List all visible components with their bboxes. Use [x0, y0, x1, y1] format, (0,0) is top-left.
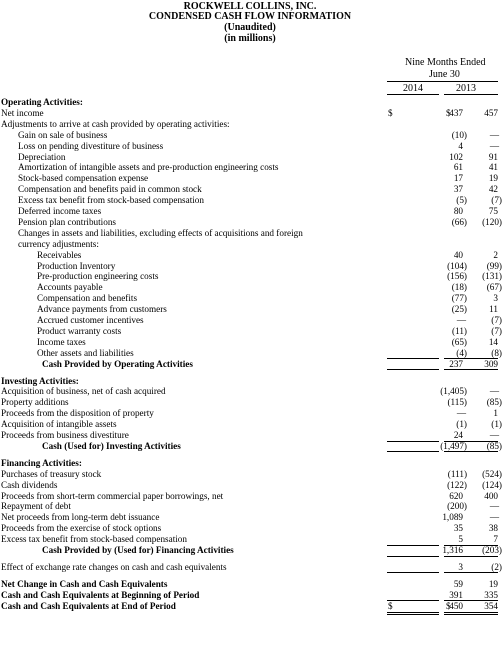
table-row: [0, 441, 500, 452]
row-label: Cash (Used for) Investing Activities: [42, 440, 181, 451]
value-2014: (10): [451, 129, 467, 140]
value-2014: (1,497): [440, 440, 467, 451]
row-label: Effect of exchange rate changes on cash and cash equivalents: [1, 561, 227, 572]
row-label: Deferred income taxes: [18, 206, 102, 216]
value-2014: 37: [453, 184, 463, 195]
table-row: [0, 359, 500, 370]
row-label: Depreciation: [18, 151, 66, 162]
subtotal-line: [387, 369, 439, 370]
subtotal-line: [387, 572, 439, 573]
value-2013: (1): [491, 419, 502, 430]
value-2013: 309: [484, 358, 498, 369]
row-label: Cash Provided by (Used for) Financing Activities: [42, 545, 234, 555]
row-label: Repayment of debt: [1, 501, 71, 512]
row-label: Cash dividends: [1, 479, 58, 490]
value-2014: —: [456, 315, 466, 325]
value-2014: (115): [447, 397, 467, 408]
table-row: [0, 562, 500, 573]
company-name: ROCKWELL COLLINS, INC.: [183, 1, 317, 12]
value-2013: (7): [491, 325, 502, 336]
value-2013: —: [489, 140, 499, 151]
row-label: Other assets and liabilities: [37, 347, 134, 358]
table-row: [0, 206, 500, 217]
value-2013: —: [489, 129, 499, 140]
row-label: Loss on pending divestiture of business: [18, 140, 164, 151]
table-row: [0, 282, 500, 293]
row-label: Purchases of treasury stock: [1, 468, 102, 479]
table-row: [0, 501, 500, 512]
value-2014: (1,405): [440, 386, 467, 397]
value-2013: —: [489, 386, 499, 397]
table-row: [0, 386, 500, 397]
value-2014: 4: [458, 140, 463, 151]
value-2013: (8): [491, 347, 502, 358]
dollar-sign: $: [446, 107, 451, 118]
value-2014: 40: [453, 249, 463, 260]
table-row: [0, 130, 500, 141]
value-2014: (5): [456, 195, 467, 206]
value-2014: 24: [453, 430, 463, 440]
table-row: [0, 326, 500, 337]
period-underline: [387, 81, 498, 82]
row-label: Pension plan contributions: [18, 216, 116, 227]
value-2013: 2: [493, 249, 498, 260]
value-2014: (25): [451, 304, 467, 315]
value-2013: 335: [484, 589, 498, 600]
table-row: [0, 419, 500, 430]
row-label: Proceeds from short-term commercial paper borrowings, net: [1, 490, 224, 501]
table-row: [0, 152, 500, 163]
table-row: [0, 376, 500, 387]
row-label: Adjustments to arrive at cash provided by operating activities:: [1, 118, 230, 129]
row-label: Stock-based compensation expense: [18, 173, 149, 184]
value-2014: 35: [453, 523, 463, 534]
table-row: [0, 162, 500, 173]
table-row: [0, 601, 500, 612]
value-2013: 1: [493, 408, 498, 419]
row-label: Compensation and benefits paid in common stock: [18, 184, 202, 195]
value-2014: 237: [449, 358, 463, 369]
value-2014: (200): [447, 501, 467, 512]
table-row: [0, 408, 500, 419]
subtotal-line: [387, 556, 439, 557]
value-2013: 457: [484, 107, 498, 118]
value-2013: 42: [488, 184, 498, 195]
value-2014: (4): [456, 347, 467, 358]
row-label: Changes in assets and liabilities, excluding effects of acquisitions and foreign: [18, 227, 303, 238]
row-label: Advance payments from customers: [37, 304, 167, 315]
row-label: Proceeds from the disposition of property: [1, 408, 154, 419]
year-2013-underline: [444, 94, 498, 95]
table-row: [0, 119, 500, 130]
value-2013: —: [489, 512, 499, 523]
double-underline: [444, 612, 498, 615]
value-2014: (11): [452, 325, 467, 336]
row-label: Excess tax benefit from stock-based compensation: [18, 195, 204, 206]
table-row: [0, 250, 500, 261]
value-2014: 1,316: [442, 545, 463, 555]
value-2013: 19: [488, 173, 498, 184]
value-2013: (67): [486, 282, 502, 293]
value-2013: (203): [482, 545, 502, 555]
table-row: [0, 534, 500, 545]
row-label: Net income: [1, 107, 44, 118]
table-row: [0, 217, 500, 228]
subtotal-line: [444, 369, 498, 370]
table-row: [0, 261, 500, 272]
table-row: [0, 195, 500, 206]
value-2013: (124): [482, 479, 502, 490]
value-2014: —: [456, 408, 466, 419]
row-label: Net proceeds from long-term debt issuance: [1, 512, 160, 523]
value-2014: 3: [458, 561, 463, 572]
row-label: Product warranty costs: [37, 325, 122, 336]
row-label: Accrued customer incentives: [37, 315, 144, 325]
value-2013: 7: [493, 534, 498, 545]
row-label: Cash and Cash Equivalents at End of Period: [1, 600, 176, 611]
value-2013: —: [489, 501, 499, 512]
row-label: Cash and Cash Equivalents at Beginning of Period: [1, 589, 200, 600]
table-row: [0, 97, 500, 108]
value-2014: (122): [447, 479, 467, 490]
value-2014: 450: [449, 600, 463, 611]
dollar-sign: $: [388, 107, 393, 118]
table-row: [0, 397, 500, 408]
statement-title: CONDENSED CASH FLOW INFORMATION: [148, 11, 352, 22]
table-row: [0, 348, 500, 359]
row-label: Income taxes: [37, 336, 86, 347]
value-2013: 75: [488, 206, 498, 216]
subtotal-line: [444, 451, 498, 452]
value-2014: (66): [451, 216, 467, 227]
table-row: [0, 480, 500, 491]
subtotal-line: [387, 451, 439, 452]
table-row: [0, 491, 500, 502]
row-label: Investing Activities:: [1, 375, 79, 386]
table-row: [0, 228, 500, 239]
row-label: Cash Provided by Operating Activities: [42, 358, 193, 369]
row-label: Amortization of intangible assets and pre-production engineering costs: [18, 162, 279, 173]
row-label: Receivables: [37, 249, 82, 260]
double-underline: [387, 612, 439, 615]
value-2013: (85): [486, 397, 502, 408]
dollar-sign: $: [446, 600, 451, 611]
table-row: [0, 304, 500, 315]
table-row: [0, 469, 500, 480]
dollar-sign: $: [388, 600, 393, 611]
value-2013: 354: [484, 600, 498, 611]
table-row: [0, 512, 500, 523]
value-2014: (104): [447, 260, 467, 271]
row-label: Excess tax benefit from stock-based compensation: [1, 534, 187, 545]
table-row: [0, 579, 500, 590]
value-2013: —: [489, 430, 499, 440]
value-2014: 391: [449, 589, 463, 600]
value-2013: (2): [491, 561, 502, 572]
value-2013: (99): [486, 260, 502, 271]
row-label: Property additions: [1, 397, 69, 408]
value-2013: (7): [491, 195, 502, 206]
value-2014: 437: [449, 107, 463, 118]
value-2013: 91: [488, 151, 498, 162]
row-label: Proceeds from business divestiture: [1, 430, 129, 440]
table-row: [0, 271, 500, 282]
value-2014: 80: [453, 206, 463, 216]
value-2014: 5: [458, 534, 463, 545]
value-2013: 19: [488, 578, 498, 589]
value-2014: (156): [447, 271, 467, 282]
row-label: Financing Activities:: [1, 457, 82, 468]
value-2013: (524): [482, 468, 502, 479]
year-2014-header: 2014: [403, 83, 423, 94]
subtotal-line: [444, 572, 498, 573]
unaudited-note: (Unaudited): [224, 22, 276, 33]
row-label: Pre-production engineering costs: [37, 271, 159, 282]
value-2014: 61: [453, 162, 463, 173]
value-2014: (65): [451, 336, 467, 347]
value-2014: (1): [456, 419, 467, 430]
year-2013-header: 2013: [456, 83, 476, 94]
period-end-header: June 30: [429, 69, 460, 80]
row-label: Compensation and benefits: [37, 293, 138, 304]
value-2014: 17: [453, 173, 463, 184]
table-row: [0, 458, 500, 469]
value-2013: 11: [489, 304, 498, 315]
table-row: [0, 590, 500, 601]
value-2014: (18): [451, 282, 467, 293]
table-row: [0, 337, 500, 348]
value-2014: 620: [449, 490, 463, 501]
row-label: Acquisition of business, net of cash acquired: [1, 386, 166, 397]
table-row: [0, 173, 500, 184]
table-row: [0, 184, 500, 195]
value-2013: 3: [493, 293, 498, 304]
table-row: [0, 545, 500, 556]
row-label: Gain on sale of business: [18, 129, 108, 140]
value-2013: 14: [488, 336, 498, 347]
table-row: [0, 108, 500, 119]
table-row: [0, 430, 500, 441]
units-note: (in millions): [224, 33, 276, 44]
value-2014: (77): [451, 293, 467, 304]
table-row: [0, 523, 500, 534]
value-2014: (111): [447, 468, 467, 479]
value-2013: 38: [488, 523, 498, 534]
value-2013: 400: [484, 490, 498, 501]
year-2014-underline: [387, 94, 439, 95]
value-2013: (7): [491, 315, 502, 325]
value-2013: (120): [482, 216, 502, 227]
table-row: [0, 315, 500, 326]
value-2013: 41: [488, 162, 498, 173]
row-label: Accounts payable: [37, 282, 103, 293]
subtotal-line: [444, 556, 498, 557]
table-row: [0, 141, 500, 152]
period-header: Nine Months Ended: [405, 57, 486, 68]
row-label: Operating Activities:: [1, 97, 83, 107]
table-row: [0, 239, 500, 250]
row-label: currency adjustments:: [18, 238, 99, 249]
value-2014: 102: [449, 151, 463, 162]
row-label: Proceeds from the exercise of stock options: [1, 523, 162, 534]
row-label: Acquisition of intangible assets: [1, 419, 117, 430]
row-label: Net Change in Cash and Cash Equivalents: [1, 578, 168, 589]
value-2014: 1,089: [442, 512, 463, 523]
row-label: Production Inventory: [37, 260, 116, 271]
value-2013: (131): [482, 271, 502, 282]
value-2013: (85): [486, 440, 502, 451]
table-row: [0, 293, 500, 304]
value-2014: 59: [453, 578, 463, 589]
